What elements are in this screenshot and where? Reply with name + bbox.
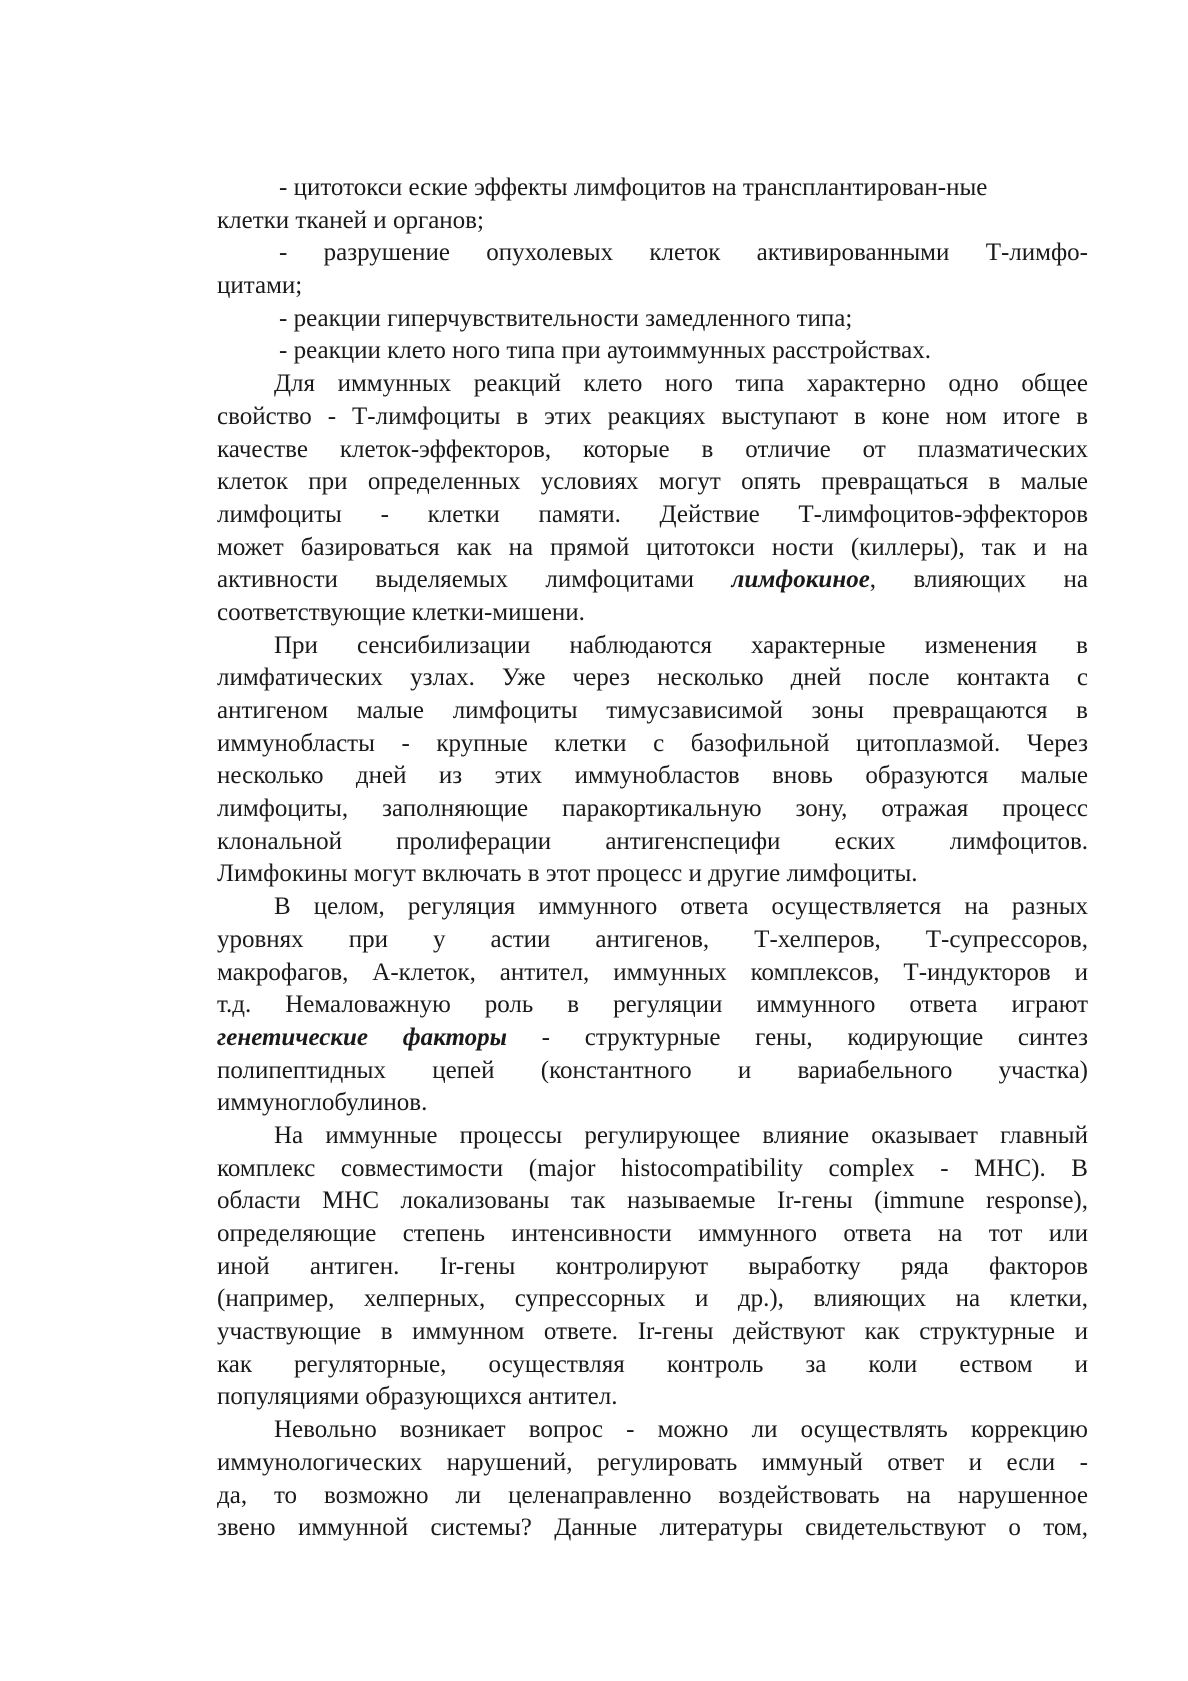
paragraph-line: иной антиген. Ir-гены контролируют выработку ряда факторов — [217, 1252, 1088, 1280]
paragraph-line: клональной пролиферации антигенспецифи еских лимфоцитов. — [217, 827, 1088, 855]
paragraph-line: несколько дней из этих иммунобластов вновь образуются малые — [217, 762, 1088, 790]
paragraph-line: да, то возможно ли целенаправленно воздействовать на нарушенное — [217, 1481, 1088, 1509]
emphasis-term: генетические факторы — [217, 1023, 507, 1051]
paragraph-line: участвующие в иммунном ответе. Ir-гены действуют как структурные и — [217, 1318, 1088, 1346]
paragraph-line: (например, хелперных, супрессорных и др.), влияющих на клетки, — [217, 1285, 1088, 1313]
paragraph-line: антигеном малые лимфоциты тимусзависимой зоны превращаются в — [217, 697, 1088, 724]
list-item-autoimmune: - реакции клето ного типа при аутоиммунных расстройствах. — [279, 337, 931, 365]
list-item-tumor: - разрушение опухолевых клеток активированными Т-лимфо- — [279, 239, 1088, 267]
paragraph-line: макрофагов, А-клеток, антител, иммунных комплексов, Т-индукторов и — [217, 958, 1088, 986]
paragraph-line: соответствующие клетки-мишени. — [217, 598, 585, 626]
paragraph-line: комплекс совместимости (major histocompatibility complex - MHC). В — [217, 1154, 1088, 1182]
paragraph-line: может базироваться как на прямой цитотокси ности (киллеры), так и на — [217, 533, 1088, 561]
list-item-hypersensitivity: - реакции гиперчувствительности замедленного типа; — [279, 304, 853, 332]
paragraph-line: области МНС локализованы так называемые Ir-гены (immune response), — [217, 1187, 1088, 1215]
list-item-cytotoxic: - цитотокси еские эффекты лимфоцитов на трансплантирован-ные — [279, 174, 988, 201]
paragraph-line — [217, 1022, 1088, 1055]
paragraph-line: Лимфокины могут включать в этот процесс и другие лимфоциты. — [217, 860, 918, 888]
paragraph-line: иммуноглобулинов. — [217, 1089, 428, 1117]
text-segment: активности выделяемых лимфоцитами — [217, 566, 732, 594]
paragraph-line: определяющие степень интенсивности иммунного ответа на тот или — [217, 1220, 1088, 1247]
paragraph-line: клеток при определенных условиях могут опять превращаться в малые — [217, 468, 1088, 496]
document-page — [217, 172, 1088, 1545]
text-line: цитами; — [217, 272, 303, 300]
paragraph-line: полипептидных цепей (константного и вариабельного участка) — [217, 1056, 1088, 1084]
paragraph-line: качестве клеток-эффекторов, которые в отличие от плазматических — [217, 435, 1088, 463]
paragraph-line: Для иммунных реакций клето ного типа характерно одно общее — [274, 370, 1088, 398]
paragraph-line: т.д. Немаловажную роль в регуляции иммунного ответа играют — [217, 991, 1088, 1019]
text-segment: - структурные гены, кодирующие синтез — [506, 1023, 1088, 1051]
text-segment: , влияющих на — [869, 566, 1088, 594]
paragraph-line: как регуляторные, осуществляя контроль за коли еством и — [217, 1350, 1088, 1378]
paragraph-line: уровнях при у астии антигенов, Т-хелперов, Т-супрессоров, — [217, 925, 1088, 953]
paragraph-line — [217, 564, 1088, 597]
text-line: клетки тканей и органов; — [217, 206, 484, 234]
paragraph-line: На иммунные процессы регулирующее влияние оказывает главный — [274, 1121, 1088, 1149]
paragraph-line: звено иммунной системы? Данные литературы свидетельствуют о том, — [217, 1514, 1088, 1542]
paragraph-line: Невольно возникает вопрос - можно ли осуществлять коррекцию — [274, 1416, 1088, 1444]
paragraph-line: лимфатических узлах. Уже через несколько дней после контакта с — [217, 664, 1088, 692]
paragraph-line: свойство - Т-лимфоциты в этих реакциях выступают в коне ном итоге в — [217, 402, 1088, 430]
emphasis-term: лимфокиное — [731, 566, 870, 594]
paragraph-line: лимфоциты, заполняющие паракортикальную зону, отражая процесс — [217, 795, 1088, 823]
paragraph-line: При сенсибилизации наблюдаются характерные изменения в — [274, 631, 1088, 659]
paragraph-line: популяциями образующихся антител. — [217, 1383, 618, 1411]
paragraph-line: лимфоциты - клетки памяти. Действие Т-лимфоцитов-эффекторов — [217, 500, 1088, 528]
paragraph-line: иммунологических нарушений, регулировать иммуный ответ и если - — [217, 1448, 1088, 1476]
paragraph-line: В целом, регуляция иммунного ответа осуществляется на разных — [274, 893, 1088, 921]
paragraph-line: иммунобласты - крупные клетки с базофильной цитоплазмой. Через — [217, 729, 1088, 757]
